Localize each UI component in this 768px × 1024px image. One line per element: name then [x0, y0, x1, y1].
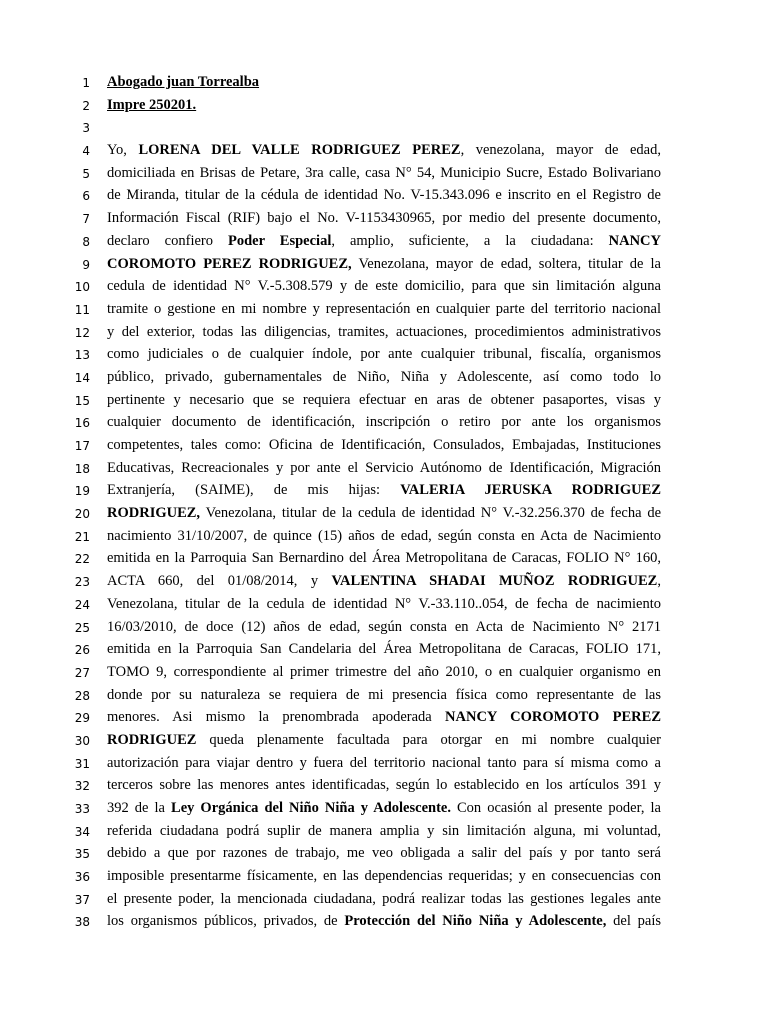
document-line [0, 298, 768, 321]
bold-text: NANCY COROMOTO PEREZ [445, 709, 661, 726]
text-segment: Extranjería, (SAIME), de mis hijas: [107, 482, 401, 499]
line-number: 14 [74, 370, 90, 385]
bold-text: NANCY [608, 232, 661, 249]
line-number: 34 [74, 824, 90, 839]
text-segment: cualquier documento de identificación, inscripción o retiro por ante los organismos [107, 414, 661, 431]
text-segment: Venezolana, titular de la cedula de identidad N° V.-32.256.370 de fecha de [200, 505, 661, 522]
line-text [107, 910, 661, 933]
line-text [107, 411, 661, 434]
line-number: 1 [82, 76, 90, 90]
document-line [0, 865, 768, 888]
line-number: 24 [74, 597, 90, 612]
text-segment: , amplio, suficiente, a la ciudadana: [331, 232, 609, 249]
text-segment: ACTA 660, del 01/08/2014, y [107, 573, 332, 590]
line-text [107, 389, 661, 412]
line-text [107, 366, 661, 389]
text-segment: Venezolana, titular de la cedula de identidad N° V.-33.110..054, de fecha de nacimiento [107, 595, 661, 612]
document-line [0, 343, 768, 366]
line-text [107, 116, 661, 139]
line-number: 38 [74, 915, 90, 930]
line-number: 29 [74, 711, 90, 726]
document-line [0, 116, 768, 139]
line-number: 11 [74, 302, 90, 317]
text-segment: competentes, tales como: Oficina de Identificación, Consulados, Embajadas, Instituciones [107, 437, 661, 453]
line-number: 17 [74, 439, 90, 453]
line-text [107, 253, 661, 276]
text-segment: menores. Asi mismo la prenombrada apoderada [107, 709, 446, 726]
line-text [107, 139, 661, 162]
line-text [107, 479, 661, 502]
line-text [107, 275, 661, 298]
line-text [107, 865, 661, 888]
line-text [107, 684, 661, 707]
document-page [0, 71, 768, 933]
line-text [107, 593, 661, 616]
line-number: 22 [74, 552, 90, 567]
line-number: 19 [74, 484, 90, 499]
bold-text: VALERIA JERUSKA RODRIGUEZ [400, 482, 661, 499]
document-line [0, 457, 768, 480]
line-number: 26 [74, 643, 90, 658]
document-line [0, 570, 768, 593]
line-number: 6 [82, 189, 90, 204]
line-text [107, 230, 661, 253]
document-line [0, 774, 768, 797]
line-number: 18 [74, 461, 90, 476]
bold-text: COROMOTO PEREZ RODRIGUEZ, [107, 255, 352, 272]
line-number: 2 [82, 98, 90, 113]
text-segment: de Miranda, titular de la cédula de identidad No. V-15.343.096 e inscrito en el Registro de [107, 187, 661, 204]
text-segment: 16/03/2010, de doce (12) años de edad, según consta en Acta de Nacimiento N° 2171 [107, 618, 661, 635]
text-segment: Venezolana, mayor de edad, soltera, titular de la [351, 255, 661, 272]
line-text [107, 343, 661, 366]
document-line [0, 820, 768, 843]
document-line [0, 230, 768, 253]
text-segment: los organismos públicos, privados, de [107, 913, 345, 930]
text-segment: donde por su naturaleza se requiera de mi presencia física como representante de las [107, 686, 661, 703]
line-text [107, 434, 661, 457]
document-line [0, 71, 768, 94]
document-line [0, 593, 768, 616]
line-text [107, 71, 661, 94]
text-segment: emitida en la Parroquia San Candelaria del Área Metropolitana de Caracas, FOLIO 171, [107, 641, 661, 658]
line-number: 37 [74, 892, 90, 907]
text-segment: TOMO 9, correspondiente al primer trimestre del año 2010, o en cualquier organismo en [107, 663, 661, 680]
bold-text: LORENA DEL VALLE RODRIGUEZ PEREZ [138, 142, 461, 159]
document-line [0, 366, 768, 389]
text-segment: debido a que por razones de trabajo, me veo obligada a salir del país y por tanto será [107, 845, 661, 862]
line-number: 15 [74, 393, 90, 408]
text-segment: Yo, [107, 142, 139, 159]
bold-text: RODRIGUEZ [107, 731, 197, 748]
line-text [107, 638, 661, 661]
line-number: 7 [82, 212, 90, 227]
text-segment: declaro confiero [107, 232, 228, 249]
line-number: 25 [74, 620, 90, 635]
text-segment: cedula de identidad N° V.-5.308.579 y de este domicilio, para que sin limitación alguna [107, 278, 661, 295]
document-line [0, 207, 768, 230]
line-text [107, 842, 661, 865]
line-number: 30 [74, 733, 90, 748]
line-text [107, 752, 661, 775]
line-number: 20 [74, 507, 90, 522]
document-line [0, 139, 768, 162]
bold-text: Impre 250201. [107, 96, 197, 113]
document-line [0, 434, 768, 457]
line-text [107, 774, 661, 797]
line-number: 13 [74, 348, 90, 363]
line-number: 23 [74, 575, 90, 590]
text-segment: , [657, 573, 661, 590]
line-number: 4 [82, 144, 90, 159]
line-text [107, 888, 661, 911]
text-segment: Educativas, Recreacionales y por ante el Servicio Autónomo de Identificación, Migración [107, 459, 661, 476]
line-number: 16 [74, 416, 90, 431]
line-number: 36 [74, 870, 90, 885]
document-line [0, 638, 768, 661]
line-number: 9 [82, 257, 90, 272]
document-line [0, 842, 768, 865]
text-segment: tramite o gestione en mi nombre y representación en cualquier parte del territorio nacional [107, 300, 661, 317]
line-text [107, 616, 661, 639]
text-segment: el presente poder, la mencionada ciudadana, podrá realizar todas las gestiones legales ante [107, 890, 661, 907]
text-segment: imposible presentarme físicamente, en las dependencias requeridas; y en consecuencias con [107, 868, 661, 885]
line-text [107, 298, 661, 321]
document-line [0, 184, 768, 207]
line-number: 8 [82, 234, 90, 249]
document-line [0, 797, 768, 820]
bold-text: Ley Orgánica del Niño Niña y Adolescente. [171, 800, 451, 816]
document-line [0, 910, 768, 933]
line-text [107, 184, 661, 207]
document-line [0, 321, 768, 344]
text-segment: , venezolana, mayor de edad, [460, 142, 661, 159]
document-line [0, 162, 768, 185]
document-line [0, 616, 768, 639]
document-line [0, 253, 768, 276]
text-segment: domiciliada en Brisas de Petare, 3ra calle, casa N° 54, Municipio Sucre, Estado Bolivariano [107, 164, 661, 181]
text-segment: como judiciales o de cualquier índole, por ante cualquier tribunal, fiscalía, organismos [107, 346, 661, 363]
line-number: 12 [74, 325, 90, 340]
document-line [0, 525, 768, 548]
line-text [107, 547, 661, 570]
line-text [107, 457, 661, 480]
line-number: 5 [82, 166, 90, 181]
line-text [107, 661, 661, 684]
line-text [107, 321, 661, 344]
bold-text: RODRIGUEZ, [107, 505, 201, 522]
text-segment: autorización para viajar dentro y fuera del territorio nacional tanto para sí misma como a [107, 754, 661, 771]
document-line [0, 479, 768, 502]
line-number: 32 [74, 779, 90, 794]
line-number: 27 [74, 665, 90, 680]
text-segment: público, privado, gubernamentales de Niño, Niña y Adolescente, así como todo lo [107, 368, 661, 385]
line-text [107, 729, 661, 752]
document-line [0, 752, 768, 775]
text-segment: referida ciudadana podrá suplir de manera amplia y sin limitación alguna, mi voluntad, [107, 822, 661, 839]
bold-text: Poder Especial [228, 232, 332, 249]
line-number: 10 [74, 280, 90, 295]
document-line [0, 661, 768, 684]
text-segment: terceros sobre las menores antes identificadas, según lo establecido en los artículos 391 y [107, 777, 661, 794]
text-segment: Información Fiscal (RIF) bajo el No. V-1153430965, por medio del presente documento, [107, 210, 661, 227]
text-segment: nacimiento 31/10/2007, de quince (15) años de edad, según consta en Acta de Nacimiento [107, 527, 661, 544]
text-segment: pertinente y necesario que se requiera efectuar en aras de obtener pasaportes, visas y [107, 391, 661, 408]
document-line [0, 706, 768, 729]
document-line [0, 411, 768, 434]
line-number: 3 [82, 121, 90, 136]
line-number: 31 [74, 756, 90, 771]
text-segment: 392 de la [107, 800, 172, 816]
bold-text: Abogado juan Torrealba [107, 74, 260, 90]
text-segment: del país [606, 913, 661, 930]
line-text [107, 162, 661, 185]
line-text [107, 502, 661, 525]
text-segment: Con ocasión al presente poder, la [450, 800, 661, 816]
document-line [0, 94, 768, 117]
bold-text: Protección del Niño Niña y Adolescente, [344, 913, 607, 930]
line-number: 35 [74, 847, 90, 862]
document-line [0, 275, 768, 298]
line-number: 21 [74, 529, 90, 544]
line-text [107, 525, 661, 548]
document-line [0, 684, 768, 707]
line-text [107, 797, 661, 820]
line-text [107, 820, 661, 843]
text-segment: queda plenamente facultada para otorgar en mi nombre cualquier [196, 731, 661, 748]
text-segment: y del exterior, todas las diligencias, tramites, actuaciones, procedimientos administrativos [107, 323, 661, 340]
document-line [0, 547, 768, 570]
document-line [0, 389, 768, 412]
line-text [107, 94, 661, 117]
line-text [107, 570, 661, 593]
document-line [0, 502, 768, 525]
line-text [107, 207, 661, 230]
document-line [0, 888, 768, 911]
document-line [0, 729, 768, 752]
line-text [107, 706, 661, 729]
line-number: 28 [74, 688, 90, 703]
bold-text: VALENTINA SHADAI MUÑOZ RODRIGUEZ [331, 573, 658, 590]
text-segment: emitida en la Parroquia San Bernardino del Área Metropolitana de Caracas, FOLIO N° 160, [107, 550, 661, 567]
line-number: 33 [74, 802, 90, 816]
